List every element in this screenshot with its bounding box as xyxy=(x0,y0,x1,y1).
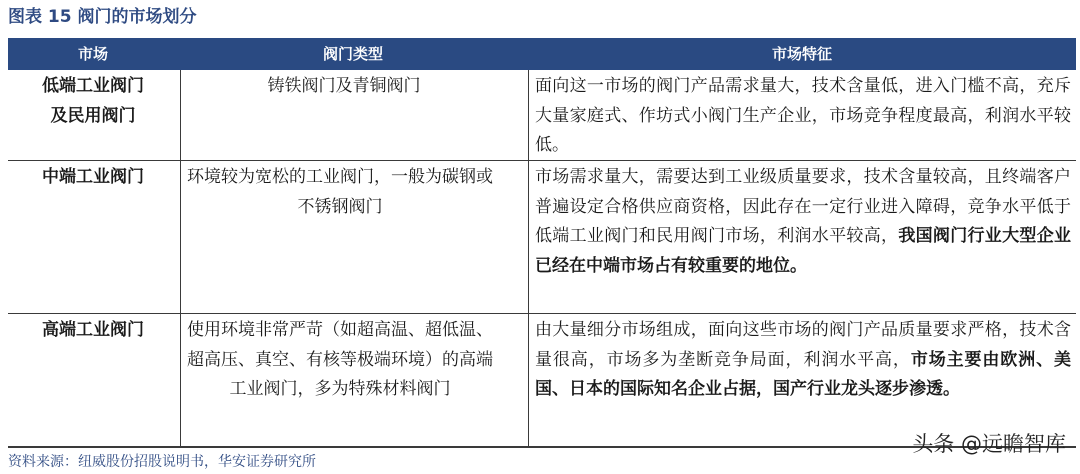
features-text: 面向这一市场的阀门产品需求量大，技术含量低，进入门槛不高，充斥大量家庭式、作坊式小阀门生产企业，市场竞争程度最高，利润水平较低。 xyxy=(535,76,1071,155)
table-row xyxy=(8,161,1076,313)
figure-title: 图表 15 阀门的市场划分 xyxy=(8,7,197,27)
features-bold-text: 市场主要由欧洲、美国、日本的国际知名企业占据，国产行业龙头逐步渗透。 xyxy=(535,349,1072,399)
valve-type-cell: 铸铁阀门及青铜阀门 xyxy=(267,76,421,96)
market-cell: 中端工业阀门 xyxy=(42,167,144,187)
market-cell: 低端工业阀门 及民用阀门 xyxy=(42,76,144,126)
features-text: 市场需求量大，需要达到工业级质量要求，技术含量较高，且终端客户普遍设定合格供应商资格，因此存在一定行业进入障碍，竞争水平低于低端工业阀门和民用阀门市场，利润水平较高， xyxy=(535,167,1071,246)
table-row xyxy=(8,70,1076,160)
header-features: 市场特征 xyxy=(771,45,832,63)
watermark: 头条 @远瞻智库 xyxy=(912,432,1066,456)
market-cell: 高端工业阀门 xyxy=(42,320,144,340)
table-row xyxy=(8,314,1076,446)
features-bold-text: 我国阀门行业大型企业已经在中端市场占有较重要的地位。 xyxy=(535,226,1072,276)
source-note: 资料来源：纽威股份招股说明书，华安证券研究所 xyxy=(8,454,316,470)
valve-type-cell: 使用环境非常严苛（如超高温、超低温、超高压、真空、有核等极端环境）的高端工业阀门，多为特殊材料阀门 xyxy=(187,320,493,399)
column-divider xyxy=(528,70,529,446)
valve-type-cell: 环境较为宽松的工业阀门，一般为碳钢或不锈钢阀门 xyxy=(187,167,493,217)
features-cell xyxy=(535,316,1071,405)
header-market: 市场 xyxy=(77,45,108,63)
header-valve-type: 阀门类型 xyxy=(322,45,383,63)
features-cell xyxy=(535,163,1071,281)
table-header xyxy=(8,38,1076,70)
column-divider xyxy=(180,70,181,446)
features-cell xyxy=(535,72,1071,161)
features-text: 由大量细分市场组成，面向这些市场的阀门产品质量要求严格，技术含量很高，市场多为垄断竞争局面，利润水平高， xyxy=(535,320,1071,370)
